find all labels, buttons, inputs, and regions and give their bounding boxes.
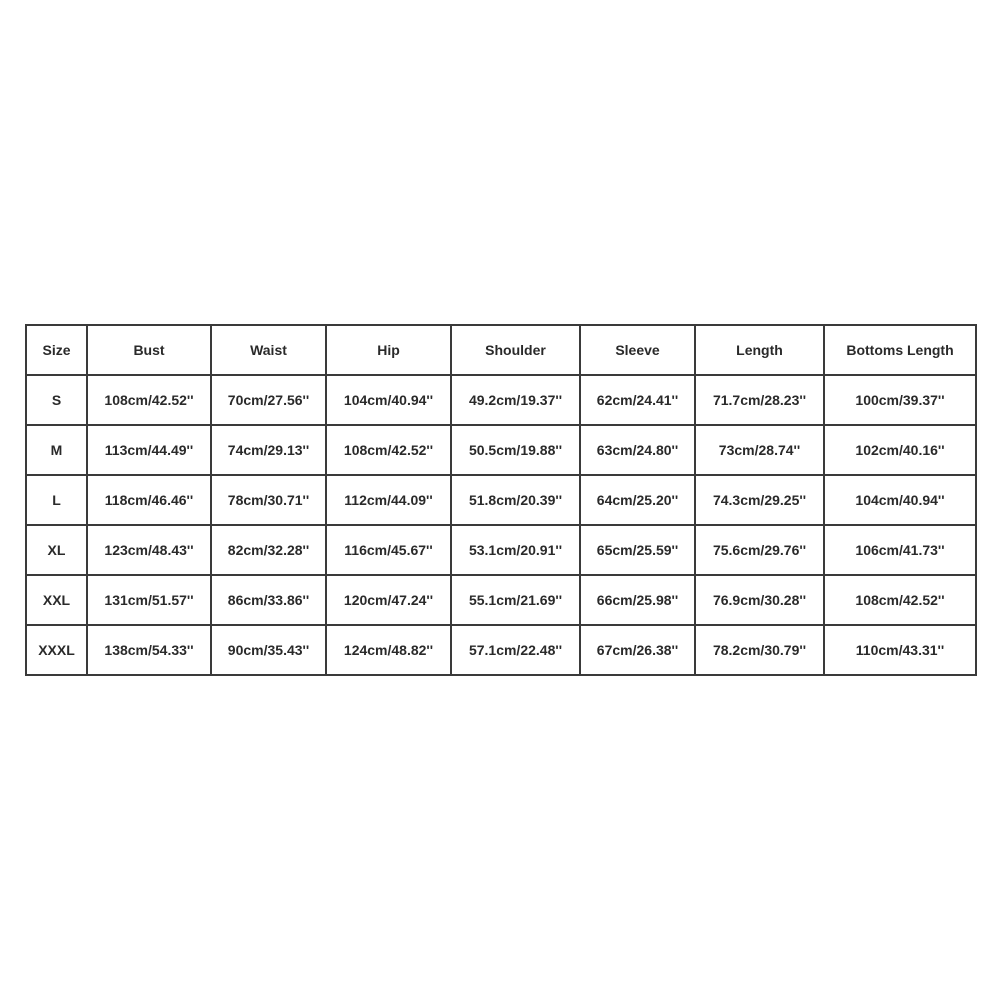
cell-sleeve: 63cm/24.80'': [580, 425, 695, 475]
header-bottoms-length: Bottoms Length: [824, 325, 976, 375]
cell-shoulder: 53.1cm/20.91'': [451, 525, 580, 575]
table-row: [26, 425, 976, 475]
cell-sleeve: 64cm/25.20'': [580, 475, 695, 525]
header-shoulder: Shoulder: [451, 325, 580, 375]
cell-bust: 113cm/44.49'': [87, 425, 211, 475]
cell-waist: 74cm/29.13'': [211, 425, 326, 475]
table-row: [26, 375, 976, 425]
cell-length: 75.6cm/29.76'': [695, 525, 824, 575]
cell-bottoms-length: 104cm/40.94'': [824, 475, 976, 525]
cell-waist: 82cm/32.28'': [211, 525, 326, 575]
header-bust: Bust: [87, 325, 211, 375]
cell-bust: 118cm/46.46'': [87, 475, 211, 525]
cell-shoulder: 55.1cm/21.69'': [451, 575, 580, 625]
cell-bust: 138cm/54.33'': [87, 625, 211, 675]
cell-bottoms-length: 102cm/40.16'': [824, 425, 976, 475]
table-row: [26, 475, 976, 525]
cell-waist: 90cm/35.43'': [211, 625, 326, 675]
cell-size: M: [26, 425, 87, 475]
header-size: Size: [26, 325, 87, 375]
cell-shoulder: 51.8cm/20.39'': [451, 475, 580, 525]
cell-bottoms-length: 106cm/41.73'': [824, 525, 976, 575]
size-chart-table: [25, 324, 977, 676]
cell-hip: 112cm/44.09'': [326, 475, 451, 525]
cell-size: S: [26, 375, 87, 425]
cell-bottoms-length: 110cm/43.31'': [824, 625, 976, 675]
cell-size: L: [26, 475, 87, 525]
cell-sleeve: 66cm/25.98'': [580, 575, 695, 625]
cell-sleeve: 65cm/25.59'': [580, 525, 695, 575]
cell-bust: 131cm/51.57'': [87, 575, 211, 625]
cell-length: 76.9cm/30.28'': [695, 575, 824, 625]
cell-size: XXL: [26, 575, 87, 625]
header-length: Length: [695, 325, 824, 375]
header-sleeve: Sleeve: [580, 325, 695, 375]
cell-bottoms-length: 100cm/39.37'': [824, 375, 976, 425]
header-hip: Hip: [326, 325, 451, 375]
cell-shoulder: 50.5cm/19.88'': [451, 425, 580, 475]
cell-sleeve: 67cm/26.38'': [580, 625, 695, 675]
cell-bust: 108cm/42.52'': [87, 375, 211, 425]
table-row: [26, 625, 976, 675]
cell-hip: 116cm/45.67'': [326, 525, 451, 575]
cell-bust: 123cm/48.43'': [87, 525, 211, 575]
cell-hip: 104cm/40.94'': [326, 375, 451, 425]
cell-size: XL: [26, 525, 87, 575]
cell-hip: 108cm/42.52'': [326, 425, 451, 475]
cell-hip: 124cm/48.82'': [326, 625, 451, 675]
cell-length: 73cm/28.74'': [695, 425, 824, 475]
cell-waist: 86cm/33.86'': [211, 575, 326, 625]
cell-sleeve: 62cm/24.41'': [580, 375, 695, 425]
cell-length: 71.7cm/28.23'': [695, 375, 824, 425]
cell-size: XXXL: [26, 625, 87, 675]
cell-waist: 70cm/27.56'': [211, 375, 326, 425]
header-waist: Waist: [211, 325, 326, 375]
header-row: [26, 325, 976, 375]
cell-waist: 78cm/30.71'': [211, 475, 326, 525]
cell-length: 74.3cm/29.25'': [695, 475, 824, 525]
cell-length: 78.2cm/30.79'': [695, 625, 824, 675]
cell-bottoms-length: 108cm/42.52'': [824, 575, 976, 625]
cell-shoulder: 57.1cm/22.48'': [451, 625, 580, 675]
table-row: [26, 525, 976, 575]
cell-hip: 120cm/47.24'': [326, 575, 451, 625]
table-row: [26, 575, 976, 625]
cell-shoulder: 49.2cm/19.37'': [451, 375, 580, 425]
